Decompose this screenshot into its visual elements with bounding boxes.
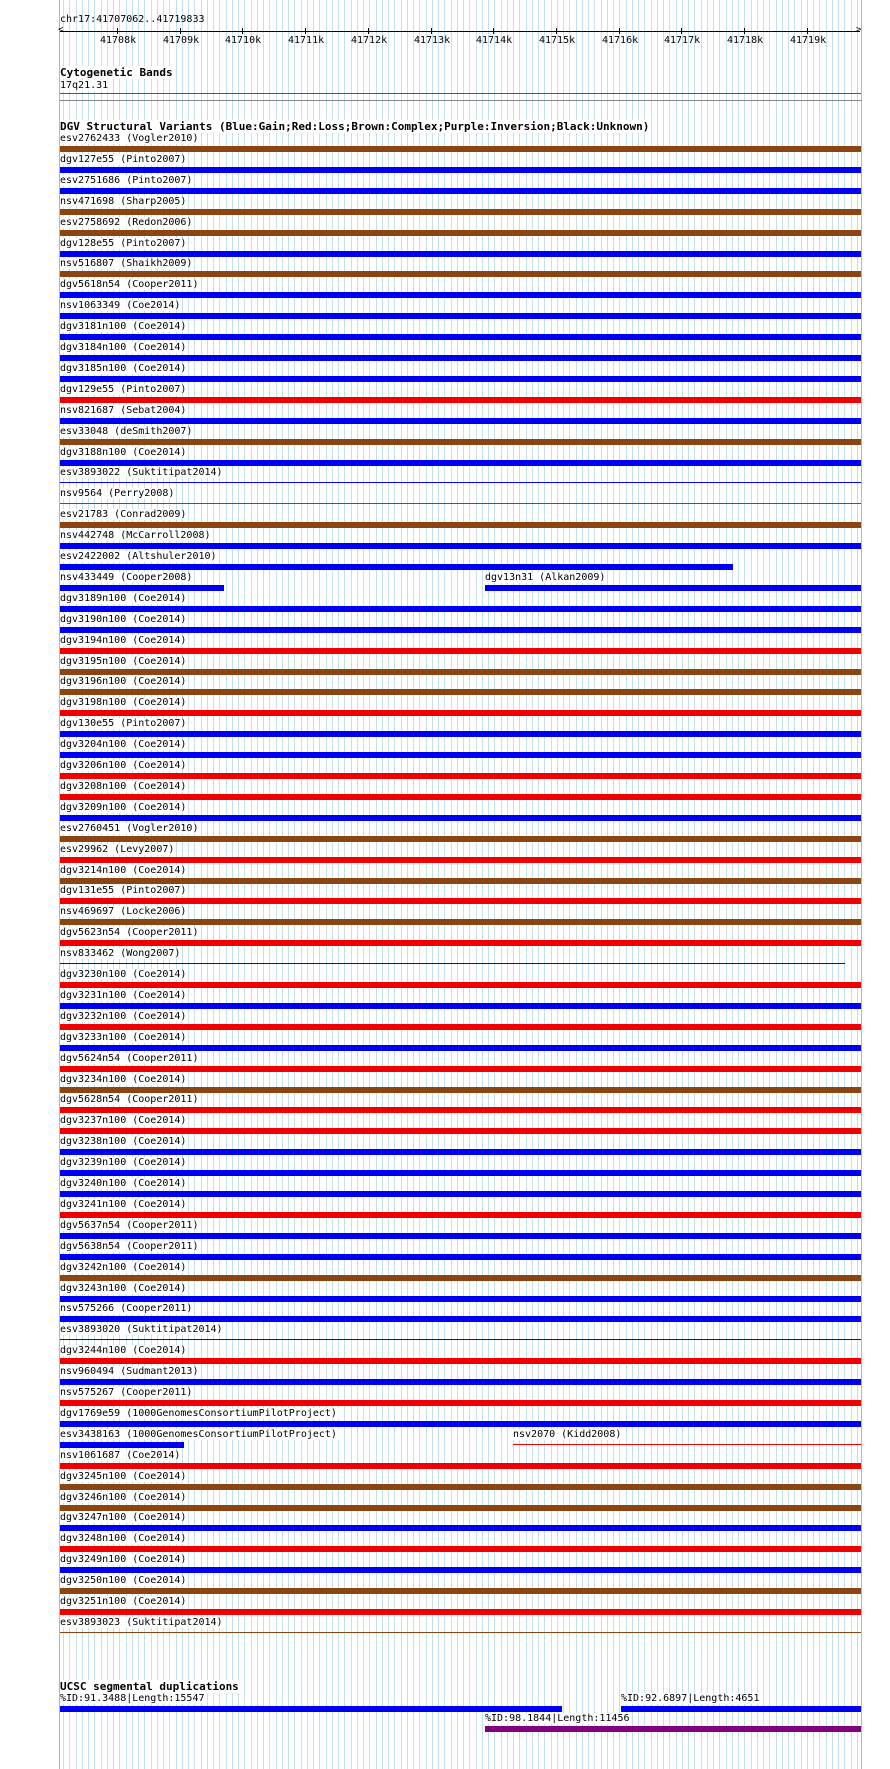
variant-label[interactable]: dgv3241n100 (Coe2014) bbox=[60, 1199, 187, 1210]
variant-label[interactable]: dgv3232n100 (Coe2014) bbox=[60, 1011, 187, 1022]
ruler-tick-label: 41719k bbox=[790, 35, 827, 46]
variant-label[interactable]: dgv5628n54 (Cooper2011) bbox=[60, 1094, 199, 1105]
variant-bar[interactable] bbox=[60, 940, 861, 946]
variant-bar[interactable] bbox=[60, 1400, 861, 1406]
grid-line bbox=[251, 0, 252, 1769]
left-arrow-icon: < bbox=[58, 25, 64, 35]
variant-label[interactable]: dgv130e55 (Pinto2007) bbox=[60, 718, 187, 729]
grid-line bbox=[776, 0, 777, 1769]
grid-line bbox=[294, 0, 295, 1769]
variant-label[interactable]: dgv1769e59 (1000GenomesConsortiumPilotProject) bbox=[60, 1408, 337, 1419]
grid-line bbox=[201, 0, 202, 1769]
variant-bar[interactable] bbox=[60, 397, 861, 403]
variant-bar[interactable] bbox=[60, 815, 861, 821]
ruler-tick-label: 41710k bbox=[225, 35, 262, 46]
grid-line bbox=[844, 0, 845, 1769]
variant-bar[interactable] bbox=[60, 919, 861, 925]
variant-bar[interactable] bbox=[60, 752, 861, 758]
variant-bar[interactable] bbox=[60, 1296, 861, 1302]
variant-label[interactable]: esv29962 (Levy2007) bbox=[60, 844, 175, 855]
variant-label[interactable]: dgv3250n100 (Coe2014) bbox=[60, 1575, 187, 1586]
grid-line bbox=[319, 0, 320, 1769]
variant-label[interactable]: nsv516807 (Shaikh2009) bbox=[60, 258, 193, 269]
variant-label[interactable]: esv33048 (deSmith2007) bbox=[60, 426, 193, 437]
variant-label[interactable]: nsv471698 (Sharp2005) bbox=[60, 196, 187, 207]
variant-bar[interactable] bbox=[60, 794, 861, 800]
variant-label[interactable]: dgv128e55 (Pinto2007) bbox=[60, 238, 187, 249]
variant-bar[interactable] bbox=[60, 710, 861, 716]
variant-bar[interactable] bbox=[60, 1588, 861, 1594]
grid-line bbox=[469, 0, 470, 1769]
ruler-tick-label: 41714k bbox=[476, 35, 513, 46]
variant-label[interactable]: dgv5638n54 (Cooper2011) bbox=[60, 1241, 199, 1252]
ruler-tick bbox=[117, 28, 118, 34]
variant-bar[interactable] bbox=[60, 836, 861, 842]
variant-label[interactable]: nsv2070 (Kidd2008) bbox=[513, 1429, 622, 1440]
variant-bar[interactable] bbox=[485, 585, 861, 591]
variant-bar[interactable] bbox=[60, 1484, 861, 1490]
grid-line bbox=[619, 0, 620, 1769]
variant-bar[interactable] bbox=[60, 648, 861, 654]
track-divider bbox=[60, 100, 861, 101]
variant-label[interactable]: dgv3206n100 (Coe2014) bbox=[60, 760, 187, 771]
grid-line bbox=[701, 0, 702, 1769]
grid-line bbox=[713, 0, 714, 1769]
ruler-tick bbox=[305, 28, 306, 34]
variant-label[interactable]: dgv3190n100 (Coe2014) bbox=[60, 614, 187, 625]
dgv-track-title: DGV Structural Variants (Blue:Gain;Red:Loss;Brown:Complex;Purple:Inversion;Black:Unknown) bbox=[60, 120, 650, 133]
variant-label[interactable]: nsv821687 (Sebat2004) bbox=[60, 405, 187, 416]
grid-line bbox=[732, 0, 733, 1769]
grid-line bbox=[338, 0, 339, 1769]
variant-bar[interactable] bbox=[60, 585, 224, 591]
variant-label[interactable]: esv3438163 (1000GenomesConsortiumPilotProject) bbox=[60, 1429, 337, 1440]
variant-bar[interactable] bbox=[60, 1421, 861, 1427]
grid-line bbox=[576, 0, 577, 1769]
variant-label[interactable]: dgv5624n54 (Cooper2011) bbox=[60, 1053, 199, 1064]
variant-label[interactable]: nsv469697 (Locke2006) bbox=[60, 906, 187, 917]
ruler-tick bbox=[681, 28, 682, 34]
variant-bar[interactable] bbox=[60, 1170, 861, 1176]
grid-line bbox=[494, 0, 495, 1769]
grid-line bbox=[438, 0, 439, 1769]
ruler-tick-label: 41713k bbox=[414, 35, 451, 46]
ruler-tick bbox=[807, 28, 808, 34]
variant-label[interactable]: dgv3195n100 (Coe2014) bbox=[60, 656, 187, 667]
grid-line bbox=[244, 0, 245, 1769]
variant-bar[interactable] bbox=[60, 482, 861, 483]
variant-bar[interactable] bbox=[60, 1212, 861, 1218]
grid-line bbox=[557, 0, 558, 1769]
variant-label[interactable]: dgv5623n54 (Cooper2011) bbox=[60, 927, 199, 938]
grid-line bbox=[326, 0, 327, 1769]
grid-line bbox=[607, 0, 608, 1769]
variant-label[interactable]: dgv3245n100 (Coe2014) bbox=[60, 1471, 187, 1482]
variant-label[interactable]: esv2422002 (Altshuler2010) bbox=[60, 551, 217, 562]
grid-line bbox=[801, 0, 802, 1769]
variant-label[interactable]: nsv9564 (Perry2008) bbox=[60, 488, 175, 499]
variant-label[interactable]: esv2762433 (Vogler2010) bbox=[60, 133, 199, 144]
cytoband-bar bbox=[60, 93, 861, 94]
variant-label[interactable]: dgv3248n100 (Coe2014) bbox=[60, 1533, 187, 1544]
variant-label[interactable]: dgv3242n100 (Coe2014) bbox=[60, 1262, 187, 1273]
variant-label[interactable]: esv3893020 (Suktitipat2014) bbox=[60, 1324, 223, 1335]
grid-line bbox=[457, 0, 458, 1769]
variant-bar[interactable] bbox=[60, 1339, 861, 1340]
grid-line bbox=[282, 0, 283, 1769]
grid-line bbox=[263, 0, 264, 1769]
grid-line bbox=[851, 0, 852, 1769]
variant-bar[interactable] bbox=[60, 1525, 861, 1531]
ruler-tick-label: 41711k bbox=[288, 35, 325, 46]
grid-line bbox=[644, 0, 645, 1769]
variant-bar[interactable] bbox=[60, 1275, 861, 1281]
grid-line bbox=[432, 0, 433, 1769]
variant-bar[interactable] bbox=[60, 857, 861, 863]
grid-line bbox=[688, 0, 689, 1769]
grid-line bbox=[594, 0, 595, 1769]
grid-line bbox=[276, 0, 277, 1769]
variant-bar[interactable] bbox=[60, 1066, 861, 1072]
grid-line bbox=[832, 0, 833, 1769]
ruler-tick-label: 41712k bbox=[351, 35, 388, 46]
variant-bar[interactable] bbox=[60, 1149, 861, 1155]
variant-label[interactable]: dgv5618n54 (Cooper2011) bbox=[60, 279, 199, 290]
variant-bar[interactable] bbox=[60, 878, 861, 884]
segdup-label[interactable]: %ID:98.1844|Length:11456 bbox=[485, 1713, 630, 1724]
variant-bar[interactable] bbox=[60, 669, 861, 675]
variant-bar[interactable] bbox=[60, 418, 861, 424]
variant-label[interactable]: dgv3243n100 (Coe2014) bbox=[60, 1283, 187, 1294]
ruler-tick bbox=[431, 28, 432, 34]
ruler-tick bbox=[180, 28, 181, 34]
segdup-label[interactable]: %ID:92.6897|Length:4651 bbox=[621, 1693, 760, 1704]
segdup-label[interactable]: %ID:91.3488|Length:15547 bbox=[60, 1693, 205, 1704]
ruler-tick bbox=[493, 28, 494, 34]
cytoband-label[interactable]: 17q21.31 bbox=[60, 80, 109, 91]
grid-line bbox=[663, 0, 664, 1769]
grid-line bbox=[532, 0, 533, 1769]
variant-label[interactable]: dgv3184n100 (Coe2014) bbox=[60, 342, 187, 353]
variant-label[interactable]: dgv3233n100 (Coe2014) bbox=[60, 1032, 187, 1043]
variant-label[interactable]: dgv3231n100 (Coe2014) bbox=[60, 990, 187, 1001]
grid-line bbox=[838, 0, 839, 1769]
variant-bar[interactable] bbox=[60, 271, 861, 277]
variant-bar[interactable] bbox=[60, 606, 861, 612]
track-border bbox=[861, 0, 862, 1769]
grid-line bbox=[226, 0, 227, 1769]
grid-line bbox=[632, 0, 633, 1769]
variant-label[interactable]: dgv3214n100 (Coe2014) bbox=[60, 865, 187, 876]
variant-label[interactable]: dgv3240n100 (Coe2014) bbox=[60, 1178, 187, 1189]
grid-line bbox=[526, 0, 527, 1769]
variant-bar[interactable] bbox=[60, 1358, 861, 1364]
grid-line bbox=[794, 0, 795, 1769]
grid-line bbox=[719, 0, 720, 1769]
grid-line bbox=[407, 0, 408, 1769]
variant-bar[interactable] bbox=[60, 1609, 861, 1615]
ruler-tick bbox=[556, 28, 557, 34]
variant-label[interactable]: dgv3188n100 (Coe2014) bbox=[60, 447, 187, 458]
variant-label[interactable]: dgv5637n54 (Cooper2011) bbox=[60, 1220, 199, 1231]
variant-label[interactable]: dgv3239n100 (Coe2014) bbox=[60, 1157, 187, 1168]
variant-label[interactable]: dgv3246n100 (Coe2014) bbox=[60, 1492, 187, 1503]
grid-line bbox=[707, 0, 708, 1769]
cytoband-track-title: Cytogenetic Bands bbox=[60, 66, 173, 79]
variant-label[interactable]: dgv3204n100 (Coe2014) bbox=[60, 739, 187, 750]
grid-line bbox=[788, 0, 789, 1769]
variant-bar[interactable] bbox=[60, 292, 861, 298]
right-arrow-icon: > bbox=[856, 25, 862, 35]
variant-label[interactable]: esv21783 (Conrad2009) bbox=[60, 509, 187, 520]
variant-bar[interactable] bbox=[60, 564, 733, 570]
grid-line bbox=[376, 0, 377, 1769]
variant-label[interactable]: esv3893023 (Suktitipat2014) bbox=[60, 1617, 223, 1628]
grid-line bbox=[513, 0, 514, 1769]
variant-bar[interactable] bbox=[60, 188, 861, 194]
grid-line bbox=[357, 0, 358, 1769]
grid-line bbox=[426, 0, 427, 1769]
grid-line bbox=[307, 0, 308, 1769]
grid-line bbox=[544, 0, 545, 1769]
grid-line bbox=[363, 0, 364, 1769]
variant-label[interactable]: nsv442748 (McCarroll2008) bbox=[60, 530, 211, 541]
variant-label[interactable]: dgv3247n100 (Coe2014) bbox=[60, 1512, 187, 1523]
grid-line bbox=[763, 0, 764, 1769]
ruler-tick-label: 41709k bbox=[163, 35, 200, 46]
variant-bar[interactable] bbox=[60, 982, 861, 988]
grid-line bbox=[638, 0, 639, 1769]
ruler-tick bbox=[744, 28, 745, 34]
variant-bar[interactable] bbox=[60, 1045, 861, 1051]
variant-bar[interactable] bbox=[60, 1379, 861, 1385]
segdup-bar[interactable] bbox=[621, 1706, 861, 1712]
grid-line bbox=[744, 0, 745, 1769]
variant-label[interactable]: dgv3251n100 (Coe2014) bbox=[60, 1596, 187, 1607]
variant-label[interactable]: dgv3185n100 (Coe2014) bbox=[60, 363, 187, 374]
ruler-tick-label: 41716k bbox=[602, 35, 639, 46]
grid-line bbox=[813, 0, 814, 1769]
grid-line bbox=[857, 0, 858, 1769]
variant-bar[interactable] bbox=[60, 503, 861, 504]
variant-bar[interactable] bbox=[60, 334, 861, 340]
grid-line bbox=[301, 0, 302, 1769]
variant-bar[interactable] bbox=[60, 209, 861, 215]
variant-label[interactable]: dgv3230n100 (Coe2014) bbox=[60, 969, 187, 980]
grid-line bbox=[451, 0, 452, 1769]
grid-line bbox=[501, 0, 502, 1769]
variant-bar[interactable] bbox=[60, 522, 861, 528]
grid-line bbox=[351, 0, 352, 1769]
grid-line bbox=[257, 0, 258, 1769]
grid-line bbox=[769, 0, 770, 1769]
variant-label[interactable]: esv2760451 (Vogler2010) bbox=[60, 823, 199, 834]
variant-bar[interactable] bbox=[60, 1003, 861, 1009]
variant-label[interactable]: dgv13n31 (Alkan2009) bbox=[485, 572, 606, 583]
grid-line bbox=[551, 0, 552, 1769]
grid-line bbox=[332, 0, 333, 1769]
variant-bar[interactable] bbox=[60, 1463, 861, 1469]
variant-label[interactable]: dgv3208n100 (Coe2014) bbox=[60, 781, 187, 792]
variant-label[interactable]: dgv3189n100 (Coe2014) bbox=[60, 593, 187, 604]
variant-bar[interactable] bbox=[60, 1632, 861, 1633]
variant-bar[interactable] bbox=[60, 1546, 861, 1552]
grid-line bbox=[463, 0, 464, 1769]
variant-label[interactable]: esv2751686 (Pinto2007) bbox=[60, 175, 193, 186]
variant-bar[interactable] bbox=[60, 1254, 861, 1260]
variant-bar[interactable] bbox=[60, 731, 861, 737]
grid-line bbox=[757, 0, 758, 1769]
grid-line bbox=[482, 0, 483, 1769]
grid-line bbox=[819, 0, 820, 1769]
grid-line bbox=[807, 0, 808, 1769]
variant-bar[interactable] bbox=[60, 1567, 861, 1573]
grid-line bbox=[232, 0, 233, 1769]
variant-label[interactable]: dgv3196n100 (Coe2014) bbox=[60, 676, 187, 687]
grid-line bbox=[507, 0, 508, 1769]
grid-line bbox=[582, 0, 583, 1769]
variant-bar[interactable] bbox=[60, 460, 861, 466]
variant-label[interactable]: nsv1063349 (Coe2014) bbox=[60, 300, 181, 311]
grid-line bbox=[563, 0, 564, 1769]
grid-line bbox=[213, 0, 214, 1769]
grid-line bbox=[588, 0, 589, 1769]
grid-line bbox=[207, 0, 208, 1769]
grid-line bbox=[519, 0, 520, 1769]
grid-line bbox=[651, 0, 652, 1769]
variant-bar[interactable] bbox=[60, 167, 861, 173]
segdup-bar[interactable] bbox=[60, 1706, 562, 1712]
variant-bar[interactable] bbox=[60, 1087, 861, 1093]
grid-line bbox=[401, 0, 402, 1769]
ruler-tick-label: 41715k bbox=[539, 35, 576, 46]
grid-line bbox=[476, 0, 477, 1769]
variant-label[interactable]: nsv433449 (Cooper2008) bbox=[60, 572, 193, 583]
variant-bar[interactable] bbox=[60, 627, 861, 633]
variant-bar[interactable] bbox=[60, 376, 861, 382]
grid-line bbox=[726, 0, 727, 1769]
variant-bar[interactable] bbox=[60, 1442, 184, 1448]
variant-bar[interactable] bbox=[60, 1107, 861, 1113]
variant-bar[interactable] bbox=[60, 230, 861, 236]
variant-label[interactable]: dgv3181n100 (Coe2014) bbox=[60, 321, 187, 332]
variant-bar[interactable] bbox=[60, 1191, 861, 1197]
grid-line bbox=[538, 0, 539, 1769]
variant-bar[interactable] bbox=[60, 313, 861, 319]
location-label: chr17:41707062..41719833 bbox=[60, 14, 205, 25]
grid-line bbox=[288, 0, 289, 1769]
variant-bar[interactable] bbox=[60, 898, 861, 904]
segdup-bar[interactable] bbox=[485, 1726, 861, 1732]
variant-label[interactable]: dgv129e55 (Pinto2007) bbox=[60, 384, 187, 395]
variant-bar[interactable] bbox=[60, 1233, 861, 1239]
grid-line bbox=[682, 0, 683, 1769]
variant-label[interactable]: dgv3238n100 (Coe2014) bbox=[60, 1136, 187, 1147]
grid-line bbox=[782, 0, 783, 1769]
grid-line bbox=[369, 0, 370, 1769]
variant-label[interactable]: dgv3244n100 (Coe2014) bbox=[60, 1345, 187, 1356]
variant-label[interactable]: dgv3249n100 (Coe2014) bbox=[60, 1554, 187, 1565]
variant-label[interactable]: nsv960494 (Sudmant2013) bbox=[60, 1366, 199, 1377]
variant-bar[interactable] bbox=[60, 1316, 861, 1322]
grid-line bbox=[676, 0, 677, 1769]
grid-line bbox=[694, 0, 695, 1769]
grid-line bbox=[669, 0, 670, 1769]
variant-label[interactable]: nsv833462 (Wong2007) bbox=[60, 948, 181, 959]
variant-bar[interactable] bbox=[60, 1128, 861, 1134]
ruler-tick-label: 41718k bbox=[727, 35, 764, 46]
grid-line bbox=[219, 0, 220, 1769]
variant-label[interactable]: dgv3237n100 (Coe2014) bbox=[60, 1115, 187, 1126]
grid-line bbox=[413, 0, 414, 1769]
variant-label[interactable]: nsv575267 (Cooper2011) bbox=[60, 1387, 193, 1398]
variant-bar[interactable] bbox=[513, 1444, 861, 1445]
variant-bar[interactable] bbox=[60, 1024, 861, 1030]
variant-bar[interactable] bbox=[60, 543, 861, 549]
grid-line bbox=[738, 0, 739, 1769]
grid-line bbox=[382, 0, 383, 1769]
grid-line bbox=[751, 0, 752, 1769]
grid-line bbox=[238, 0, 239, 1769]
variant-bar[interactable] bbox=[60, 1505, 861, 1511]
grid-line bbox=[394, 0, 395, 1769]
grid-line bbox=[488, 0, 489, 1769]
variant-label[interactable]: esv3893022 (Suktitipat2014) bbox=[60, 467, 223, 478]
variant-label[interactable]: dgv3198n100 (Coe2014) bbox=[60, 697, 187, 708]
grid-line bbox=[569, 0, 570, 1769]
variant-label[interactable]: dgv131e55 (Pinto2007) bbox=[60, 885, 187, 896]
ruler-tick bbox=[242, 28, 243, 34]
grid-line bbox=[444, 0, 445, 1769]
variant-bar[interactable] bbox=[60, 146, 861, 152]
grid-line bbox=[269, 0, 270, 1769]
grid-line bbox=[613, 0, 614, 1769]
grid-line bbox=[626, 0, 627, 1769]
grid-line bbox=[344, 0, 345, 1769]
variant-bar[interactable] bbox=[60, 963, 845, 964]
ruler-tick bbox=[619, 28, 620, 34]
variant-label[interactable]: dgv127e55 (Pinto2007) bbox=[60, 154, 187, 165]
ruler-tick bbox=[368, 28, 369, 34]
variant-bar[interactable] bbox=[60, 773, 861, 779]
variant-label[interactable]: esv2758692 (Redon2006) bbox=[60, 217, 193, 228]
ruler-tick-label: 41708k bbox=[100, 35, 137, 46]
grid-line bbox=[388, 0, 389, 1769]
grid-line bbox=[419, 0, 420, 1769]
variant-bar[interactable] bbox=[60, 689, 861, 695]
ruler-tick-label: 41717k bbox=[664, 35, 701, 46]
grid-line bbox=[313, 0, 314, 1769]
segdup-track-title: UCSC segmental duplications bbox=[60, 1680, 239, 1693]
variant-bar[interactable] bbox=[60, 439, 861, 445]
variant-label[interactable]: nsv1061687 (Coe2014) bbox=[60, 1450, 181, 1461]
grid-line bbox=[657, 0, 658, 1769]
variant-label[interactable]: dgv3194n100 (Coe2014) bbox=[60, 635, 187, 646]
variant-label[interactable]: nsv575266 (Cooper2011) bbox=[60, 1303, 193, 1314]
variant-bar[interactable] bbox=[60, 251, 861, 257]
grid-line bbox=[826, 0, 827, 1769]
variant-label[interactable]: dgv3209n100 (Coe2014) bbox=[60, 802, 187, 813]
grid-line bbox=[601, 0, 602, 1769]
variant-bar[interactable] bbox=[60, 355, 861, 361]
variant-label[interactable]: dgv3234n100 (Coe2014) bbox=[60, 1074, 187, 1085]
